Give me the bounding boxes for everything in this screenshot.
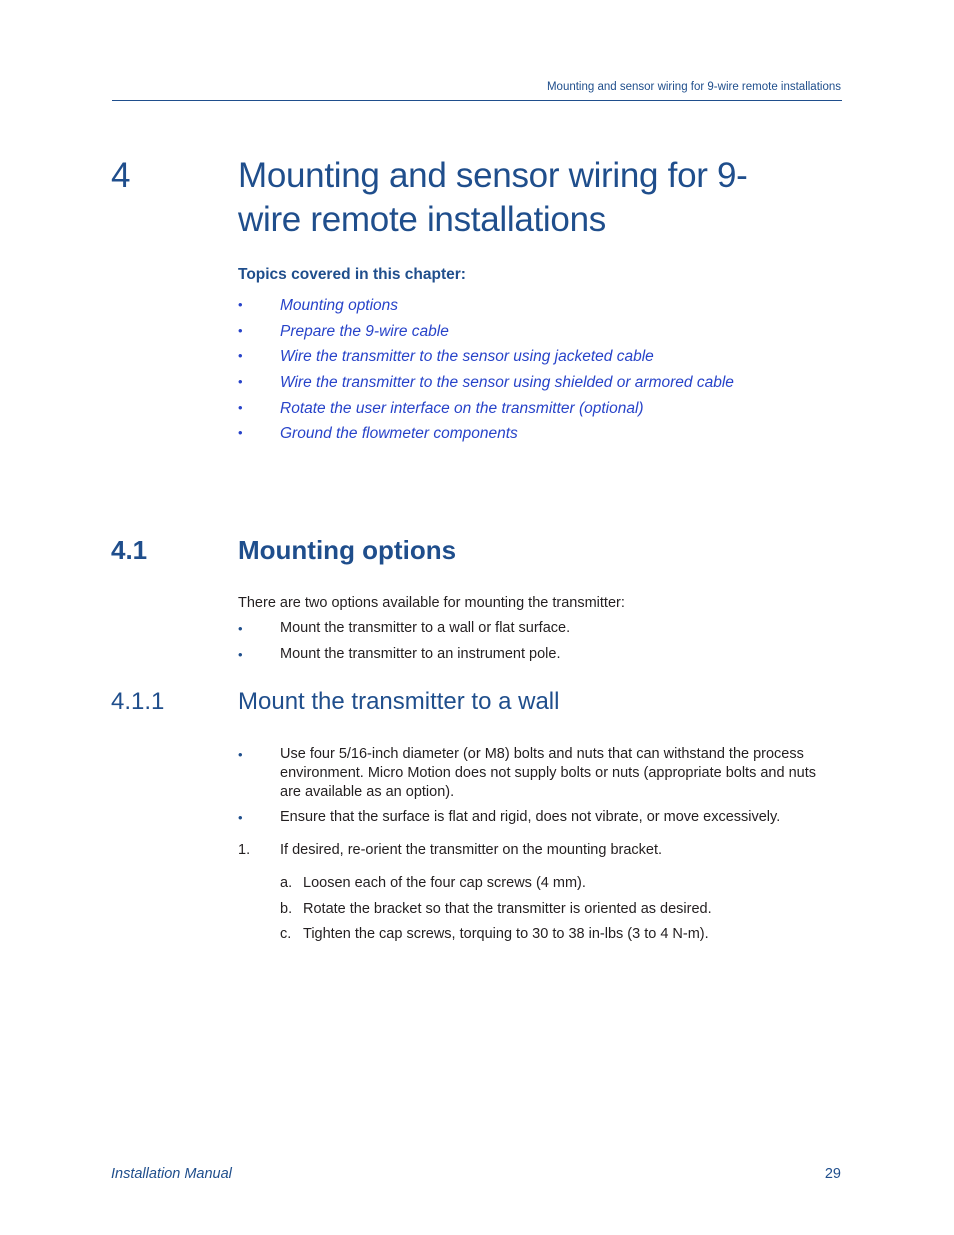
topics-heading: Topics covered in this chapter: [238, 266, 466, 283]
topic-link-shielded-cable[interactable]: Wire the transmitter to the sensor using shielded or armored cable [280, 374, 734, 392]
topic-link-mounting-options[interactable]: Mounting options [280, 297, 399, 314]
bullet-icon: • [238, 322, 243, 338]
prereq-text: Ensure that the surface is flat and rigid, does not vibrate, or move excessively. [280, 809, 781, 825]
section-number: 4.1 [111, 535, 148, 565]
chapter-number: 4 [111, 156, 131, 195]
substep-letter: c. [280, 926, 292, 942]
list-item [238, 808, 832, 833]
chapter-title-line2: wire remote installations [238, 200, 606, 239]
chapter-title [238, 154, 838, 242]
bullet-icon: • [238, 425, 243, 441]
bullet-icon: • [238, 810, 243, 825]
list-item [238, 745, 832, 808]
topic-link-prepare-cable[interactable]: Prepare the 9-wire cable [280, 322, 449, 340]
chapter-title-line1: Mounting and sensor wiring for 9- [238, 156, 748, 195]
subsection-number: 4.1.1 [111, 688, 165, 715]
option-text: Mount the transmitter to an instrument pole. [280, 645, 561, 662]
footer-manual-title: Installation Manual [111, 1166, 232, 1182]
header-rule [112, 100, 842, 101]
section-intro: There are two options available for mounting the transmitter: [238, 595, 625, 611]
bullet-icon: • [238, 621, 243, 636]
prereq-text: Use four 5/16-inch diameter (or M8) bolts and nuts that can withstand the process environment. Micro Motion does not supply bolts or nuts (appropriate bolts and nuts are available as an option). [280, 746, 816, 800]
substep-letter: a. [280, 875, 293, 891]
bullet-icon: • [238, 348, 243, 364]
subsection-title: Mount the transmitter to a wall [238, 688, 560, 715]
bullet-icon: • [238, 374, 243, 390]
bullet-icon: • [238, 297, 243, 312]
substep-text: Rotate the bracket so that the transmitter is oriented as desired. [303, 900, 712, 917]
substep-text: Loosen each of the four cap screws (4 mm). [303, 875, 586, 891]
substep-letter: b. [280, 900, 293, 917]
topic-link-ground[interactable]: Ground the flowmeter components [280, 425, 518, 443]
list-item [238, 619, 832, 645]
option-text: Mount the transmitter to a wall or flat surface. [280, 620, 571, 636]
bullet-icon: • [238, 747, 243, 762]
bullet-icon: • [238, 646, 243, 662]
topic-link-jacketed-cable[interactable]: Wire the transmitter to the sensor using jacketed cable [280, 348, 654, 366]
section-title: Mounting options [238, 535, 457, 565]
topic-link-rotate-ui[interactable]: Rotate the user interface on the transmitter (optional) [280, 399, 644, 417]
substep-text: Tighten the cap screws, torquing to 30 to 38 in-lbs (3 to 4 N-m). [303, 926, 709, 942]
running-header: Mounting and sensor wiring for 9-wire remote installations [546, 81, 841, 93]
mounting-options-list [238, 619, 832, 670]
step-number: 1. [238, 842, 251, 858]
page-number: 29 [824, 1166, 841, 1182]
step-text: If desired, re-orient the transmitter on the mounting bracket. [280, 842, 663, 858]
list-item [238, 645, 832, 671]
wall-mount-prereq-list [238, 745, 832, 833]
bullet-icon: • [238, 399, 243, 415]
